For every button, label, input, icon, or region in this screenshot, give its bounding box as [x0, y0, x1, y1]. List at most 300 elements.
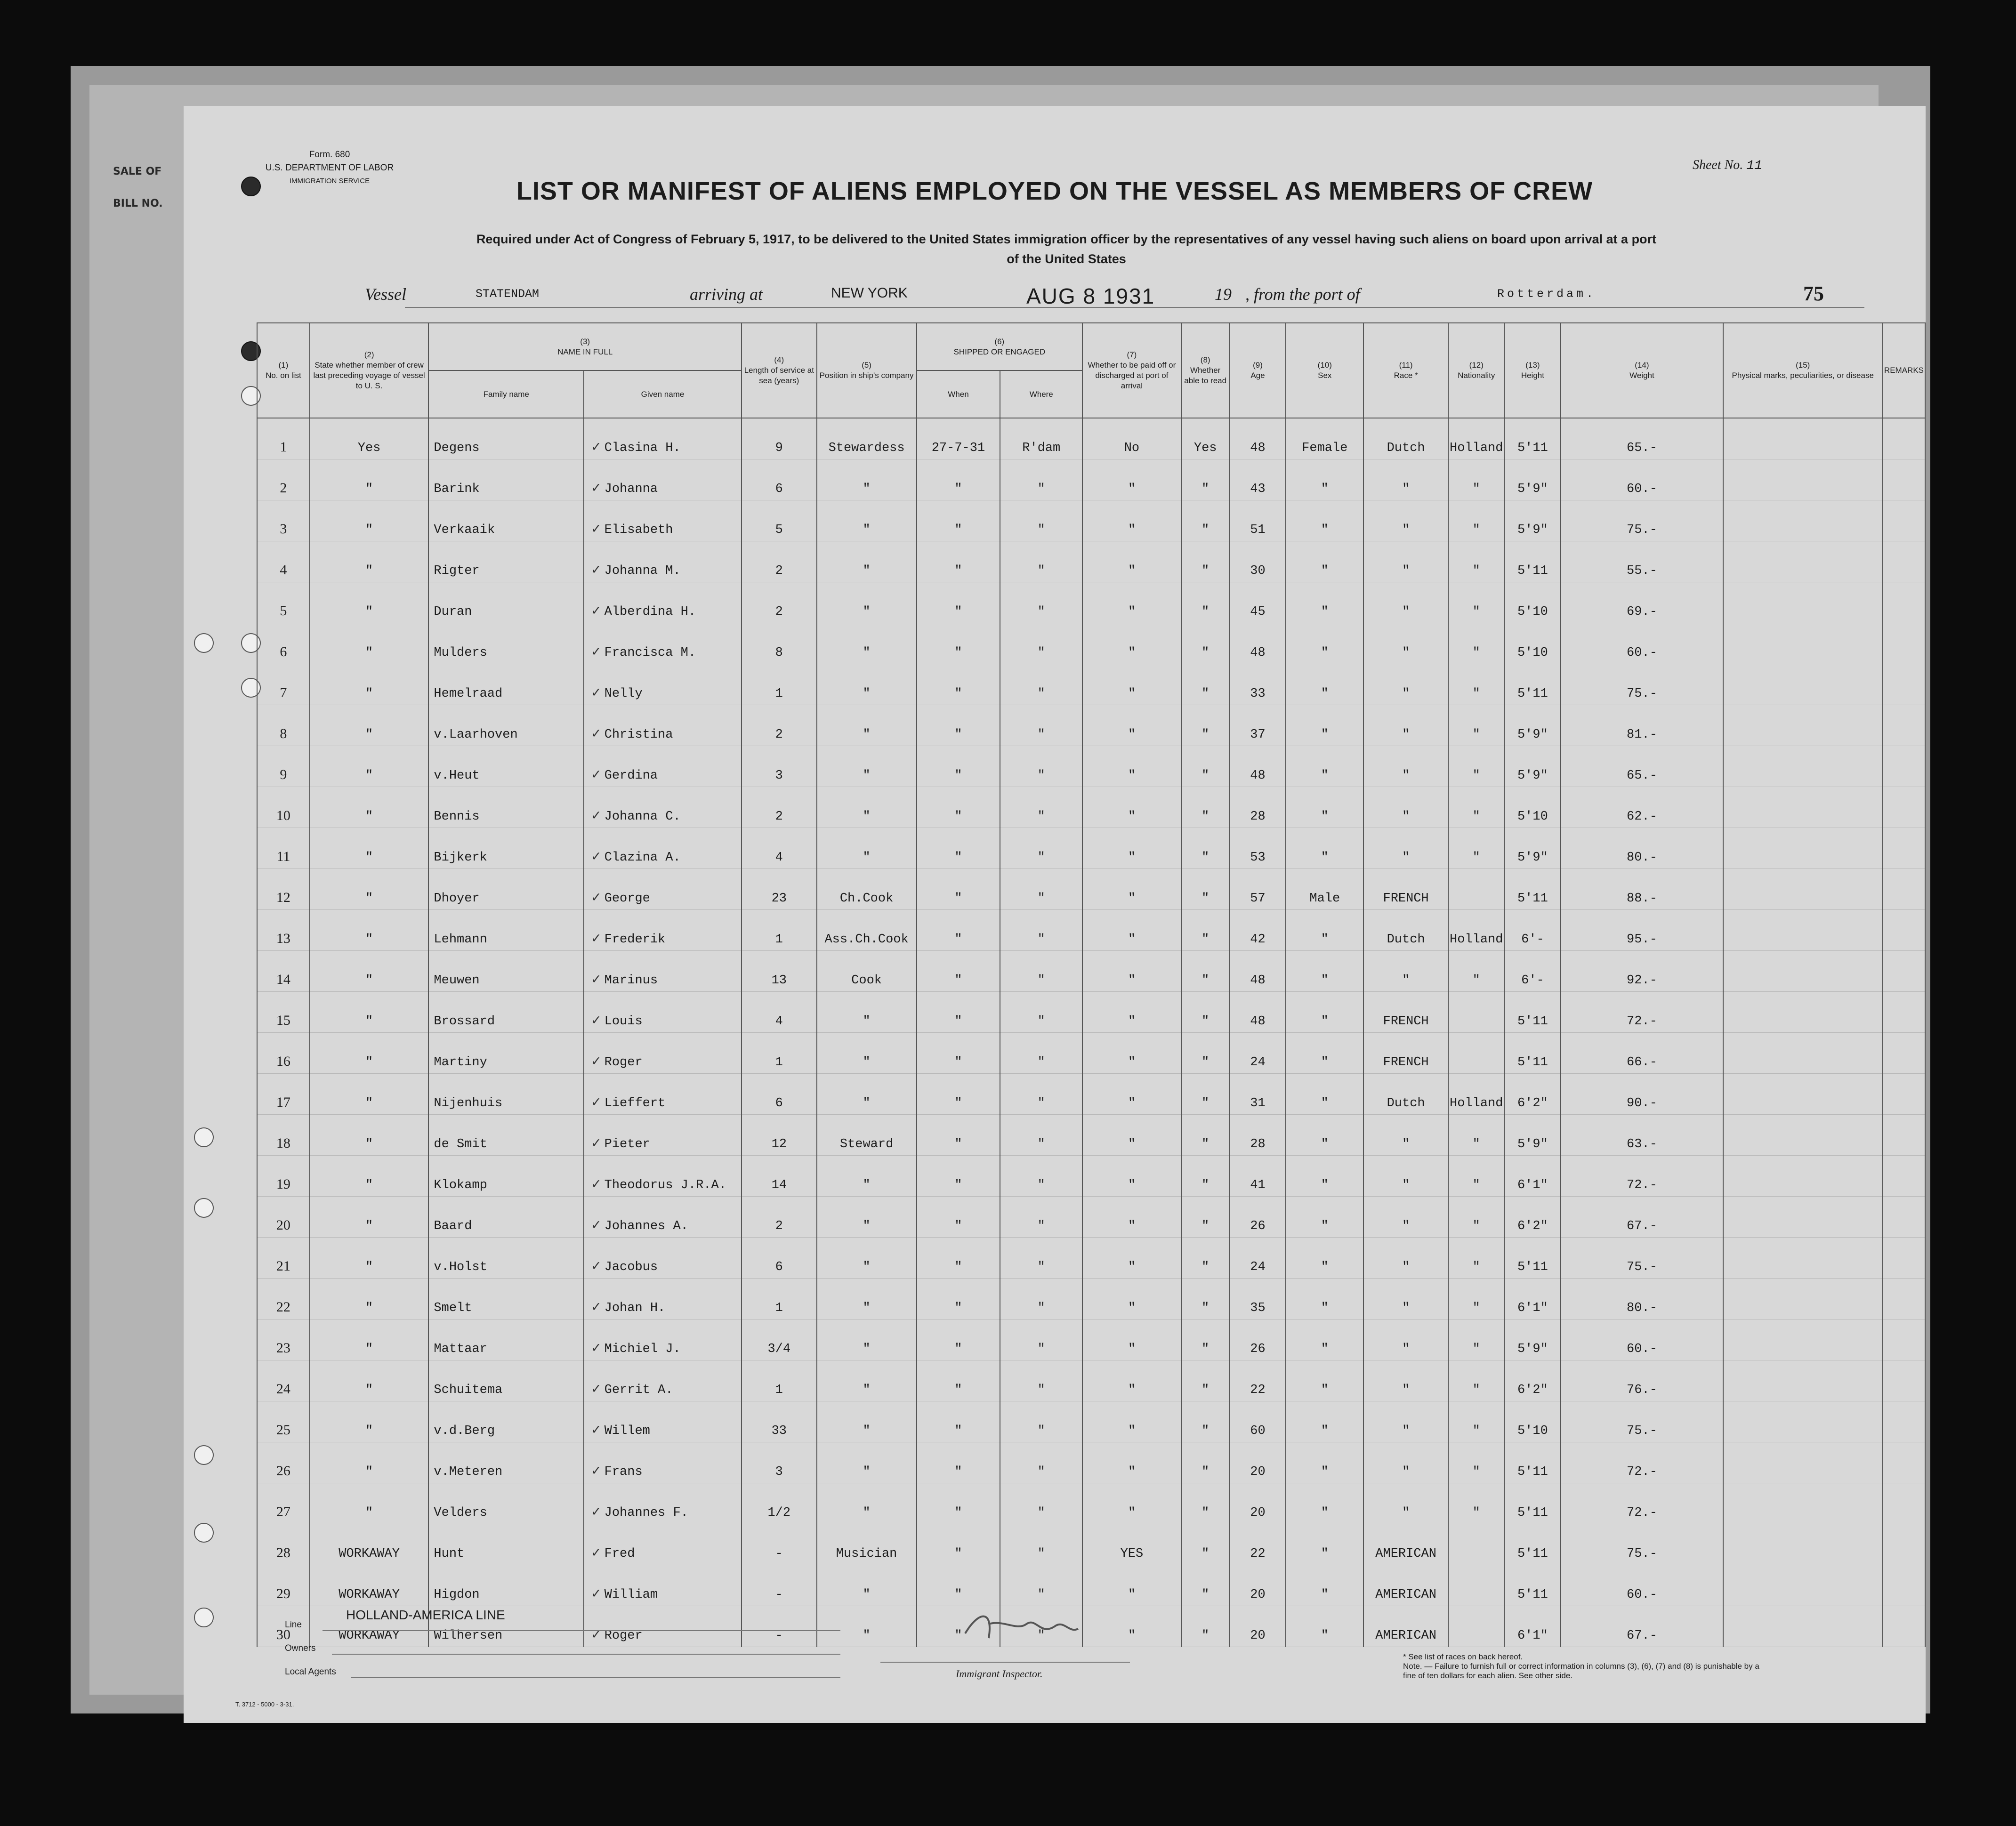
remarks-cell — [1883, 1442, 1925, 1483]
able-to-read-cell: " — [1181, 869, 1230, 910]
service-years-cell: 1/2 — [742, 1483, 817, 1524]
remarks-cell — [1883, 910, 1925, 951]
position-cell: " — [817, 500, 917, 541]
shipped-where-cell: " — [1000, 992, 1082, 1033]
previous-voyage-cell: " — [310, 1033, 429, 1074]
shipped-where-cell: " — [1000, 951, 1082, 992]
row-number-cell: 15 — [257, 992, 310, 1033]
weight-cell: 92.- — [1561, 951, 1723, 992]
service-years-cell: 1 — [742, 910, 817, 951]
shipped-where-cell: " — [1000, 1606, 1082, 1647]
shipped-when-cell: " — [917, 1401, 1000, 1442]
previous-voyage-cell: " — [310, 582, 429, 623]
paid-off-cell: " — [1082, 500, 1181, 541]
physical-marks-cell — [1723, 1442, 1883, 1483]
able-to-read-cell: " — [1181, 828, 1230, 869]
age-cell: 48 — [1230, 951, 1286, 992]
family-name-cell: Mulders — [428, 623, 584, 664]
print-code: T. 3712 - 5000 - 3-31. — [235, 1701, 294, 1708]
position-cell: " — [817, 992, 917, 1033]
row-number-cell: 12 — [257, 869, 310, 910]
row-number-cell: 19 — [257, 1156, 310, 1197]
nationality-cell: " — [1448, 1279, 1504, 1319]
able-to-read-cell: " — [1181, 1606, 1230, 1647]
paid-off-cell: " — [1082, 1156, 1181, 1197]
physical-marks-cell — [1723, 664, 1883, 705]
nationality-cell: " — [1448, 951, 1504, 992]
paid-off-cell: " — [1082, 623, 1181, 664]
physical-marks-cell — [1723, 1074, 1883, 1115]
paid-off-cell: " — [1082, 1442, 1181, 1483]
given-name-cell: ✓ Johanna C. — [584, 787, 742, 828]
previous-voyage-cell: " — [310, 500, 429, 541]
shipped-where-cell: " — [1000, 828, 1082, 869]
race-cell: " — [1363, 1115, 1448, 1156]
height-cell: 5'10 — [1504, 582, 1561, 623]
remarks-cell — [1883, 828, 1925, 869]
header-remarks: REMARKS — [1883, 323, 1925, 418]
shipped-when-cell: " — [917, 828, 1000, 869]
check-mark-icon: ✓ — [591, 603, 602, 618]
header-previous-voyage: (2) State whether member of crew last preceding voyage of vessel to U. S. — [310, 323, 429, 418]
remarks-cell — [1883, 1279, 1925, 1319]
physical-marks-cell — [1723, 746, 1883, 787]
given-name-cell: ✓ Willem — [584, 1401, 742, 1442]
weight-cell: 75.- — [1561, 1524, 1723, 1565]
previous-voyage-cell: " — [310, 787, 429, 828]
binder-hole — [194, 1445, 214, 1465]
family-name-cell: Meuwen — [428, 951, 584, 992]
table-row — [257, 1115, 1925, 1156]
physical-marks-cell — [1723, 459, 1883, 500]
table-row — [257, 869, 1925, 910]
line-label: Line — [285, 1620, 302, 1630]
table-row — [257, 500, 1925, 541]
check-mark-icon: ✓ — [591, 1177, 602, 1191]
check-mark-icon: ✓ — [591, 1013, 602, 1028]
age-cell: 28 — [1230, 1115, 1286, 1156]
service-years-cell: 9 — [742, 418, 817, 459]
nationality-cell: Holland — [1448, 418, 1504, 459]
service-years-cell: - — [742, 1606, 817, 1647]
sex-cell: " — [1286, 705, 1363, 746]
age-cell: 60 — [1230, 1401, 1286, 1442]
row-number-cell: 18 — [257, 1115, 310, 1156]
remarks-cell — [1883, 500, 1925, 541]
shipped-where-cell: " — [1000, 500, 1082, 541]
remarks-cell — [1883, 1401, 1925, 1442]
check-mark-icon: ✓ — [591, 1341, 602, 1355]
shipped-when-cell: " — [917, 623, 1000, 664]
height-cell: 5'11 — [1504, 1565, 1561, 1606]
nationality-cell: " — [1448, 541, 1504, 582]
row-number-cell: 24 — [257, 1360, 310, 1401]
height-cell: 6'- — [1504, 951, 1561, 992]
service-years-cell: 12 — [742, 1115, 817, 1156]
paid-off-cell: " — [1082, 1033, 1181, 1074]
paid-off-cell: " — [1082, 705, 1181, 746]
nationality-cell: Holland — [1448, 1074, 1504, 1115]
family-name-cell: Klokamp — [428, 1156, 584, 1197]
check-mark-icon: ✓ — [591, 1586, 602, 1601]
line-underline — [323, 1630, 840, 1631]
shipped-where-cell: " — [1000, 623, 1082, 664]
service-years-cell: 4 — [742, 992, 817, 1033]
given-name-cell: ✓ Johannes A. — [584, 1197, 742, 1238]
check-mark-icon: ✓ — [591, 522, 602, 536]
able-to-read-cell: " — [1181, 1565, 1230, 1606]
binder-hole — [194, 1127, 214, 1147]
race-cell: FRENCH — [1363, 869, 1448, 910]
header-weight: (14) Weight — [1561, 323, 1723, 418]
position-cell: " — [817, 1442, 917, 1483]
race-cell: " — [1363, 746, 1448, 787]
row-number-cell: 23 — [257, 1319, 310, 1360]
row-number-cell: 16 — [257, 1033, 310, 1074]
physical-marks-cell — [1723, 1606, 1883, 1647]
given-name-cell: ✓ Francisca M. — [584, 623, 742, 664]
shipped-when-cell: " — [917, 664, 1000, 705]
footnotes — [1403, 1652, 1770, 1681]
height-cell: 6'1" — [1504, 1606, 1561, 1647]
physical-marks-cell — [1723, 1483, 1883, 1524]
age-cell: 42 — [1230, 910, 1286, 951]
race-cell: FRENCH — [1363, 1033, 1448, 1074]
check-mark-icon: ✓ — [591, 890, 602, 905]
shipped-where-cell: " — [1000, 1074, 1082, 1115]
weight-cell: 65.- — [1561, 746, 1723, 787]
able-to-read-cell: " — [1181, 541, 1230, 582]
weight-cell: 75.- — [1561, 1238, 1723, 1279]
family-name-cell: Wilhersen — [428, 1606, 584, 1647]
check-mark-icon: ✓ — [591, 726, 602, 741]
previous-voyage-cell: " — [310, 910, 429, 951]
shipped-when-cell: " — [917, 1033, 1000, 1074]
sex-cell: " — [1286, 1279, 1363, 1319]
paid-off-cell: " — [1082, 1319, 1181, 1360]
table-row — [257, 746, 1925, 787]
table-row — [257, 1074, 1925, 1115]
header-race: (11) Race * — [1363, 323, 1448, 418]
given-name-cell: ✓ Johanna M. — [584, 541, 742, 582]
check-mark-icon: ✓ — [591, 1464, 602, 1478]
age-cell: 20 — [1230, 1442, 1286, 1483]
age-cell: 43 — [1230, 459, 1286, 500]
height-cell: 5'11 — [1504, 1238, 1561, 1279]
position-cell: " — [817, 1074, 917, 1115]
family-name-cell: Lehmann — [428, 910, 584, 951]
row-number-cell: 20 — [257, 1197, 310, 1238]
age-cell: 26 — [1230, 1319, 1286, 1360]
shipped-where-cell: " — [1000, 746, 1082, 787]
nationality-cell: " — [1448, 623, 1504, 664]
shipped-when-cell: 27-7-31 — [917, 418, 1000, 459]
table-row — [257, 664, 1925, 705]
paid-off-cell: " — [1082, 459, 1181, 500]
age-cell: 24 — [1230, 1238, 1286, 1279]
shipped-where-cell: " — [1000, 910, 1082, 951]
weight-cell: 55.- — [1561, 541, 1723, 582]
row-number-cell: 30 — [257, 1606, 310, 1647]
age-cell: 41 — [1230, 1156, 1286, 1197]
height-cell: 5'10 — [1504, 787, 1561, 828]
shipped-when-cell: " — [917, 1197, 1000, 1238]
table-body — [257, 418, 1925, 1647]
given-name-cell: ✓ Michiel J. — [584, 1319, 742, 1360]
row-number-cell: 27 — [257, 1483, 310, 1524]
age-cell: 57 — [1230, 869, 1286, 910]
family-name-cell: Bijkerk — [428, 828, 584, 869]
height-cell: 5'11 — [1504, 1033, 1561, 1074]
header-shipped-engaged: (6) SHIPPED OR ENGAGED — [917, 323, 1083, 370]
table-row — [257, 910, 1925, 951]
able-to-read-cell: " — [1181, 1279, 1230, 1319]
previous-voyage-cell: " — [310, 746, 429, 787]
paid-off-cell: " — [1082, 1360, 1181, 1401]
nationality-cell — [1448, 1033, 1504, 1074]
paid-off-cell: " — [1082, 1238, 1181, 1279]
table-row — [257, 582, 1925, 623]
shipped-where-cell: " — [1000, 1442, 1082, 1483]
sex-cell: " — [1286, 1565, 1363, 1606]
previous-voyage-cell: " — [310, 1156, 429, 1197]
table-row — [257, 705, 1925, 746]
weight-cell: 80.- — [1561, 1279, 1723, 1319]
check-mark-icon: ✓ — [591, 931, 602, 946]
service-years-cell: 5 — [742, 500, 817, 541]
back-sheet-label: BILL NO. — [113, 198, 163, 209]
given-name-cell: ✓ Clasina H. — [584, 418, 742, 459]
nationality-cell — [1448, 1524, 1504, 1565]
previous-voyage-cell: " — [310, 664, 429, 705]
weight-cell: 88.- — [1561, 869, 1723, 910]
year-label: 19 — [1215, 285, 1232, 304]
previous-voyage-cell: " — [310, 1115, 429, 1156]
remarks-cell — [1883, 705, 1925, 746]
shipped-where-cell: R'dam — [1000, 418, 1082, 459]
weight-cell: 60.- — [1561, 623, 1723, 664]
age-cell: 30 — [1230, 541, 1286, 582]
remarks-cell — [1883, 1360, 1925, 1401]
header-family-name: Family name — [428, 370, 584, 418]
sex-cell: " — [1286, 1401, 1363, 1442]
previous-voyage-cell: Yes — [310, 418, 429, 459]
position-cell: " — [817, 746, 917, 787]
family-name-cell: Hemelraad — [428, 664, 584, 705]
nationality-cell: " — [1448, 500, 1504, 541]
shipped-when-cell: " — [917, 541, 1000, 582]
given-name-cell: ✓ Louis — [584, 992, 742, 1033]
table-row — [257, 1442, 1925, 1483]
service-years-cell: 8 — [742, 623, 817, 664]
nationality-cell — [1448, 869, 1504, 910]
shipped-where-cell: " — [1000, 1401, 1082, 1442]
service-name: IMMIGRATION SERVICE — [289, 177, 370, 185]
family-name-cell: Baard — [428, 1197, 584, 1238]
given-name-cell: ✓ Alberdina H. — [584, 582, 742, 623]
race-cell: " — [1363, 1483, 1448, 1524]
height-cell: 5'9" — [1504, 500, 1561, 541]
height-cell: 5'11 — [1504, 869, 1561, 910]
shipped-where-cell: " — [1000, 582, 1082, 623]
family-name-cell: v.Heut — [428, 746, 584, 787]
check-mark-icon: ✓ — [591, 1054, 602, 1069]
crew-manifest-table — [257, 322, 1926, 1647]
height-cell: 6'2" — [1504, 1197, 1561, 1238]
row-number-cell: 28 — [257, 1524, 310, 1565]
race-cell: " — [1363, 1156, 1448, 1197]
position-cell: " — [817, 664, 917, 705]
position-cell: " — [817, 541, 917, 582]
department-name: U.S. DEPARTMENT OF LABOR — [265, 163, 394, 173]
footer-block — [285, 1608, 850, 1702]
row-number-cell: 2 — [257, 459, 310, 500]
able-to-read-cell: " — [1181, 705, 1230, 746]
line-name: HOLLAND-AMERICA LINE — [346, 1608, 505, 1622]
weight-cell: 60.- — [1561, 459, 1723, 500]
height-cell: 5'11 — [1504, 418, 1561, 459]
service-years-cell: 3 — [742, 746, 817, 787]
list-number: 75 — [1803, 282, 1824, 305]
sex-cell: " — [1286, 500, 1363, 541]
sex-cell: " — [1286, 1442, 1363, 1483]
position-cell: " — [817, 582, 917, 623]
previous-voyage-cell: " — [310, 1074, 429, 1115]
row-number-cell: 9 — [257, 746, 310, 787]
sex-cell: " — [1286, 1360, 1363, 1401]
physical-marks-cell — [1723, 623, 1883, 664]
table-row — [257, 1238, 1925, 1279]
sex-cell: " — [1286, 746, 1363, 787]
height-cell: 5'9" — [1504, 828, 1561, 869]
position-cell: " — [817, 1319, 917, 1360]
row-number-cell: 10 — [257, 787, 310, 828]
nationality-cell: " — [1448, 1401, 1504, 1442]
position-cell: " — [817, 1606, 917, 1647]
weight-cell: 75.- — [1561, 500, 1723, 541]
able-to-read-cell: " — [1181, 910, 1230, 951]
position-cell: " — [817, 1279, 917, 1319]
physical-marks-cell — [1723, 1565, 1883, 1606]
back-sheet-label: SALE OF — [113, 166, 162, 177]
position-cell: " — [817, 1156, 917, 1197]
service-years-cell: 13 — [742, 951, 817, 992]
given-name-cell: ✓ Johan H. — [584, 1279, 742, 1319]
check-mark-icon: ✓ — [591, 685, 602, 700]
check-mark-icon: ✓ — [591, 1259, 602, 1273]
position-cell: " — [817, 828, 917, 869]
height-cell: 6'1" — [1504, 1279, 1561, 1319]
age-cell: 35 — [1230, 1279, 1286, 1319]
remarks-cell — [1883, 1156, 1925, 1197]
shipped-when-cell: " — [917, 1483, 1000, 1524]
weight-cell: 72.- — [1561, 1442, 1723, 1483]
position-cell: Musician — [817, 1524, 917, 1565]
binder-hole — [194, 1523, 214, 1543]
shipped-where-cell: " — [1000, 869, 1082, 910]
given-name-cell: ✓ Frederik — [584, 910, 742, 951]
age-cell: 48 — [1230, 623, 1286, 664]
remarks-cell — [1883, 869, 1925, 910]
sex-cell: " — [1286, 1238, 1363, 1279]
race-cell: " — [1363, 582, 1448, 623]
height-cell: 5'10 — [1504, 1401, 1561, 1442]
position-cell: " — [817, 705, 917, 746]
able-to-read-cell: " — [1181, 1524, 1230, 1565]
table-row — [257, 992, 1925, 1033]
position-cell: Ass.Ch.Cook — [817, 910, 917, 951]
table-row — [257, 828, 1925, 869]
service-years-cell: 6 — [742, 459, 817, 500]
shipped-when-cell: " — [917, 787, 1000, 828]
table-row — [257, 1033, 1925, 1074]
service-years-cell: 1 — [742, 1360, 817, 1401]
check-mark-icon: ✓ — [591, 808, 602, 823]
shipped-when-cell: " — [917, 910, 1000, 951]
table-row — [257, 951, 1925, 992]
shipped-when-cell: " — [917, 1074, 1000, 1115]
check-mark-icon: ✓ — [591, 644, 602, 659]
height-cell: 5'11 — [1504, 1442, 1561, 1483]
physical-marks-cell — [1723, 418, 1883, 459]
paid-off-cell: " — [1082, 992, 1181, 1033]
previous-voyage-cell: " — [310, 541, 429, 582]
header-able-to-read: (8) Whether able to read — [1181, 323, 1230, 418]
footnote-penalty: Note. — Failure to furnish full or correct information in columns (3), (6), (7) and (8) is punishable by a fine of ten dollars for each alien. See other side. — [1403, 1662, 1759, 1680]
weight-cell: 95.- — [1561, 910, 1723, 951]
row-number-cell: 21 — [257, 1238, 310, 1279]
table-row — [257, 1279, 1925, 1319]
able-to-read-cell: " — [1181, 951, 1230, 992]
physical-marks-cell — [1723, 1360, 1883, 1401]
previous-voyage-cell: " — [310, 623, 429, 664]
family-name-cell: Smelt — [428, 1279, 584, 1319]
race-cell: " — [1363, 1360, 1448, 1401]
race-cell: " — [1363, 787, 1448, 828]
age-cell: 48 — [1230, 746, 1286, 787]
header-no: (1) No. on list — [257, 323, 310, 418]
able-to-read-cell: " — [1181, 1360, 1230, 1401]
weight-cell: 60.- — [1561, 1565, 1723, 1606]
paid-off-cell: " — [1082, 1115, 1181, 1156]
nationality-cell: " — [1448, 1360, 1504, 1401]
paid-off-cell: " — [1082, 828, 1181, 869]
table-row — [257, 541, 1925, 582]
agents-underline — [351, 1677, 840, 1678]
binder-hole — [194, 633, 214, 653]
check-mark-icon: ✓ — [591, 1095, 602, 1110]
weight-cell: 60.- — [1561, 1319, 1723, 1360]
physical-marks-cell — [1723, 910, 1883, 951]
remarks-cell — [1883, 1238, 1925, 1279]
inspector-label: Immigrant Inspector. — [956, 1668, 1043, 1680]
able-to-read-cell: " — [1181, 746, 1230, 787]
family-name-cell: Dhoyer — [428, 869, 584, 910]
race-cell: AMERICAN — [1363, 1565, 1448, 1606]
service-years-cell: 3/4 — [742, 1319, 817, 1360]
nationality-cell — [1448, 1606, 1504, 1647]
shipped-when-cell: " — [917, 869, 1000, 910]
previous-voyage-cell: " — [310, 992, 429, 1033]
service-years-cell: 1 — [742, 1033, 817, 1074]
age-cell: 31 — [1230, 1074, 1286, 1115]
given-name-cell: ✓ Marinus — [584, 951, 742, 992]
shipped-where-cell: " — [1000, 787, 1082, 828]
paid-off-cell: " — [1082, 1279, 1181, 1319]
remarks-cell — [1883, 992, 1925, 1033]
table-row — [257, 418, 1925, 459]
header-where: Where — [1000, 370, 1082, 418]
